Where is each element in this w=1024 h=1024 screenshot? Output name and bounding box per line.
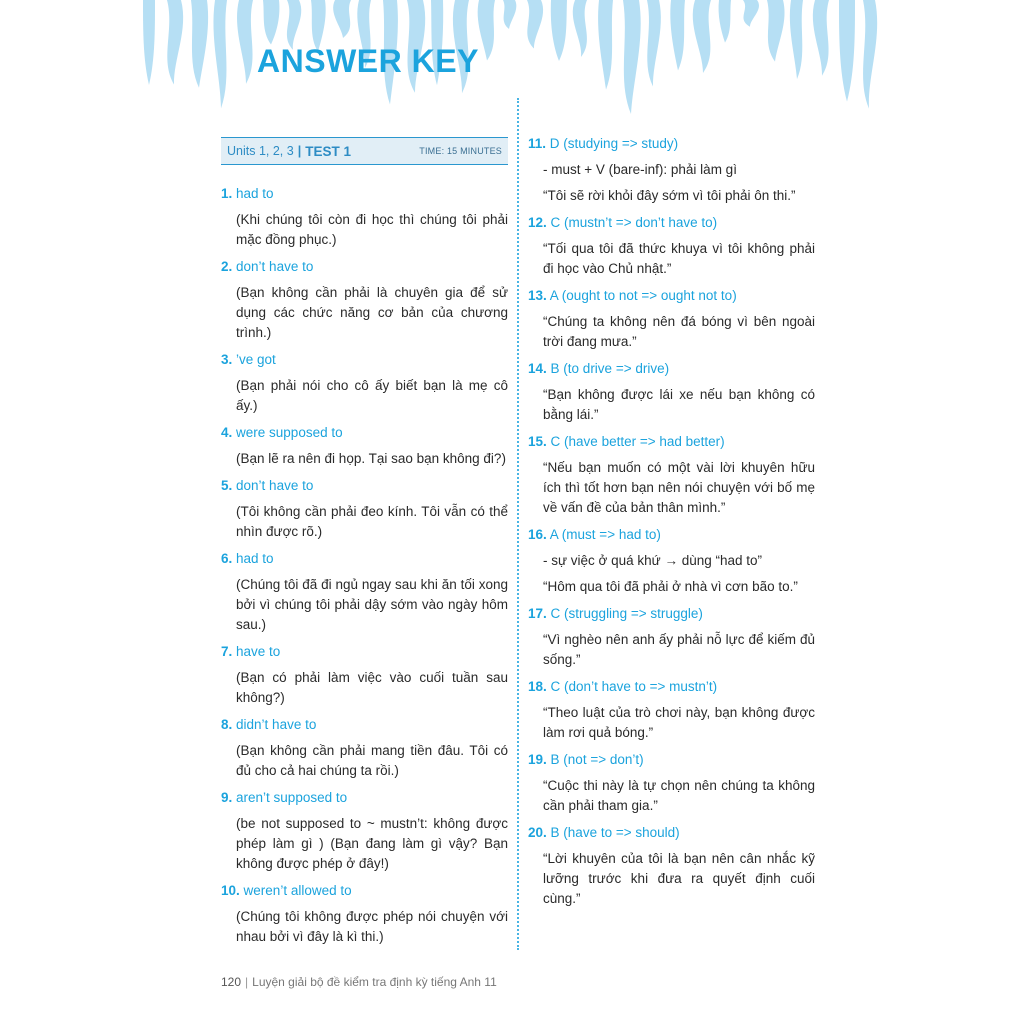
answer-line	[221, 184, 508, 204]
zebra-stripe	[551, 0, 567, 61]
explanation-text: (Khi chúng tôi còn đi học thì chúng tôi phải mặc đồng phục.)	[236, 212, 508, 247]
explanation-text: “Nếu bạn muốn có một vài lời khuyên hữu ích thì tốt hơn bạn nên nói chuyện với bố mẹ về vấn đề của bản thân mình.”	[543, 460, 815, 515]
question-number: 4.	[221, 425, 233, 440]
answer-item	[221, 788, 508, 874]
zebra-stripe	[839, 0, 855, 102]
explanation-text: “Lời khuyên của tôi là bạn nên cân nhắc kỹ lưỡng trước khi đưa ra quyết định cuối cùng.”	[543, 851, 815, 906]
zebra-stripe	[863, 0, 877, 109]
explanation-text: “Hôm qua tôi đã phải ở nhà vì cơn bão to.”	[543, 579, 798, 594]
units-label: Units 1, 2, 3	[227, 144, 294, 158]
answer-item	[528, 823, 815, 909]
answer-line	[528, 823, 815, 843]
answer-item	[528, 677, 815, 743]
explanation-text: (Chúng tôi đã đi ngủ ngay sau khi ăn tối xong bởi vì chúng tôi phải dậy sớm vào ngày hôm sau.)	[236, 577, 508, 632]
zebra-stripe	[623, 0, 641, 114]
explanation-text: (Bạn lẽ ra nên đi họp. Tại sao bạn không đi?)	[236, 451, 506, 466]
zebra-stripe	[143, 0, 155, 85]
test-label: TEST 1	[305, 143, 351, 159]
question-number: 15.	[528, 434, 547, 449]
page-footer	[221, 975, 497, 989]
answer-line	[528, 213, 815, 233]
zebra-stripe	[719, 0, 731, 43]
answer-text: don’t have to	[236, 259, 314, 274]
zebra-stripe	[790, 0, 803, 79]
page-title: ANSWER KEY	[257, 43, 479, 79]
answer-line	[221, 881, 508, 901]
answer-text: had to	[236, 186, 274, 201]
answer-line	[221, 257, 508, 277]
zebra-stripe	[237, 0, 253, 84]
question-number: 16.	[528, 527, 547, 542]
answer-line	[221, 788, 508, 808]
zebra-stripe	[573, 0, 587, 57]
explanation-text: (Tôi không cần phải đeo kính. Tôi vẫn có thể nhìn được rõ.)	[236, 504, 508, 539]
answer-item	[528, 359, 815, 425]
zebra-stripe	[503, 0, 516, 29]
answer-text: were supposed to	[236, 425, 343, 440]
answer-line	[221, 423, 508, 443]
explanation-text: “Bạn không được lái xe nếu bạn không có bằng lái.”	[543, 387, 815, 422]
question-number: 2.	[221, 259, 233, 274]
question-number: 3.	[221, 352, 233, 367]
answer-line	[528, 525, 815, 545]
answer-line	[528, 750, 815, 770]
answer-item	[221, 184, 508, 250]
answer-item	[528, 432, 815, 518]
left-answer-column	[221, 184, 508, 947]
explanation-text: (Chúng tôi không được phép nói chuyện với nhau bởi vì đây là kì thi.)	[236, 909, 508, 944]
explanation-text: (Bạn không cần phải mang tiền đâu. Tôi có đủ cho cả hai chúng ta rồi.)	[236, 743, 508, 778]
answer-text: C (don’t have to => mustn’t)	[550, 679, 718, 694]
explanation-text: (Bạn có phải làm việc vào cuối tuần sau không?)	[236, 670, 508, 705]
zebra-stripe	[478, 0, 495, 61]
zebra-stripe	[647, 0, 661, 87]
zebra-stripe	[527, 0, 543, 49]
answer-item	[221, 423, 508, 469]
answer-line	[221, 642, 508, 662]
question-number: 9.	[221, 790, 233, 805]
question-number: 13.	[528, 288, 547, 303]
answer-text: don’t have to	[236, 478, 314, 493]
question-number: 7.	[221, 644, 233, 659]
answer-text: A (ought to not => ought not to)	[549, 288, 737, 303]
explanation-text: “Cuộc thi này là tự chọn nên chúng ta không cần phải tham gia.”	[543, 778, 815, 813]
time-label: TIME: 15 MINUTES	[419, 146, 502, 156]
answer-item	[221, 549, 508, 635]
zebra-stripe	[670, 0, 685, 70]
question-number: 17.	[528, 606, 547, 621]
question-number: 19.	[528, 752, 547, 767]
column-divider	[517, 98, 519, 950]
answer-text: aren’t supposed to	[236, 790, 348, 805]
explanation-text: “Vì nghèo nên anh ấy phải nỗ lực để kiếm đủ sống.”	[543, 632, 815, 667]
explanation-text: (Bạn không cần phải là chuyên gia để sử dụng các chức năng cơ bản của chương trình.)	[236, 285, 508, 340]
zebra-stripe	[813, 0, 829, 76]
answer-text: A (must => had to)	[549, 527, 661, 542]
question-number: 18.	[528, 679, 547, 694]
answer-line	[528, 677, 815, 697]
question-number: 5.	[221, 478, 233, 493]
answer-line	[221, 549, 508, 569]
explanation-text: “Theo luật của trò chơi này, bạn không được làm rơi quả bóng.”	[543, 705, 815, 740]
zebra-stripe-banner	[143, 0, 881, 118]
header-separator: |	[297, 144, 302, 158]
zebra-stripe	[213, 0, 227, 108]
zebra-stripe	[191, 0, 208, 88]
explanation-text: - must + V (bare-inf): phải làm gì	[543, 162, 737, 177]
right-answer-column	[528, 134, 815, 909]
answer-text: B (to drive => drive)	[550, 361, 670, 376]
answer-text: weren’t allowed to	[243, 883, 352, 898]
question-number: 12.	[528, 215, 547, 230]
explanation-text: “Tôi sẽ rời khỏi đây sớm vì tôi phải ôn thi.”	[543, 188, 796, 203]
answer-text: B (have to => should)	[550, 825, 680, 840]
answer-item	[221, 642, 508, 708]
answer-text: C (have better => had better)	[550, 434, 725, 449]
answer-item	[528, 134, 815, 206]
answer-item	[528, 750, 815, 816]
answer-text: B (not => don’t)	[550, 752, 644, 767]
question-number: 20.	[528, 825, 547, 840]
explanation-text: - sự việc ở quá khứ → dùng “had to”	[543, 553, 763, 568]
answer-item	[528, 525, 815, 597]
answer-item	[528, 604, 815, 670]
book-title: Luyện giải bộ đề kiểm tra định kỳ tiếng Anh 11	[252, 975, 497, 989]
answer-text: had to	[236, 551, 274, 566]
answer-line	[221, 476, 508, 496]
test-header	[221, 137, 508, 165]
zebra-stripe	[167, 0, 183, 84]
zebra-stripe	[598, 0, 613, 90]
answer-item	[221, 350, 508, 416]
explanation-text: (Bạn phải nói cho cô ấy biết bạn là mẹ cô ấy.)	[236, 378, 508, 413]
question-number: 8.	[221, 717, 233, 732]
answer-text: D (studying => study)	[549, 136, 679, 151]
answer-line	[528, 134, 815, 154]
zebra-stripe	[743, 0, 759, 27]
question-number: 11.	[528, 136, 547, 151]
question-number: 10.	[221, 883, 240, 898]
answer-text: have to	[236, 644, 281, 659]
zebra-stripe	[767, 0, 785, 62]
answer-text: ’ve got	[236, 352, 276, 367]
answer-line	[528, 604, 815, 624]
explanation-text: “Tối qua tôi đã thức khuya vì tôi không phải đi học vào Chủ nhật.”	[543, 241, 815, 276]
question-number: 14.	[528, 361, 547, 376]
explanation-text: “Chúng ta không nên đá bóng vì bên ngoài trời đang mưa.”	[543, 314, 815, 349]
answer-line	[221, 715, 508, 735]
answer-item	[221, 257, 508, 343]
answer-item	[528, 286, 815, 352]
zebra-stripe	[693, 0, 711, 73]
answer-item	[221, 476, 508, 542]
answer-text: C (struggling => struggle)	[550, 606, 703, 621]
answer-item	[528, 213, 815, 279]
answer-line	[528, 359, 815, 379]
question-number: 1.	[221, 186, 233, 201]
page-number: 120	[221, 975, 242, 989]
answer-item	[221, 881, 508, 947]
question-number: 6.	[221, 551, 233, 566]
zebra-stripe	[333, 0, 351, 38]
footer-separator: |	[245, 975, 249, 989]
answer-text: didn’t have to	[236, 717, 317, 732]
answer-line	[528, 286, 815, 306]
explanation-text: (be not supposed to ~ mustn’t: không được phép làm gì ) (Bạn đang làm gì vậy? Bạn không được phép ở đây!)	[236, 816, 508, 871]
answer-line	[528, 432, 815, 452]
zebra-stripe	[263, 0, 279, 45]
answer-text: C (mustn’t => don’t have to)	[550, 215, 718, 230]
answer-item	[221, 715, 508, 781]
answer-line	[221, 350, 508, 370]
